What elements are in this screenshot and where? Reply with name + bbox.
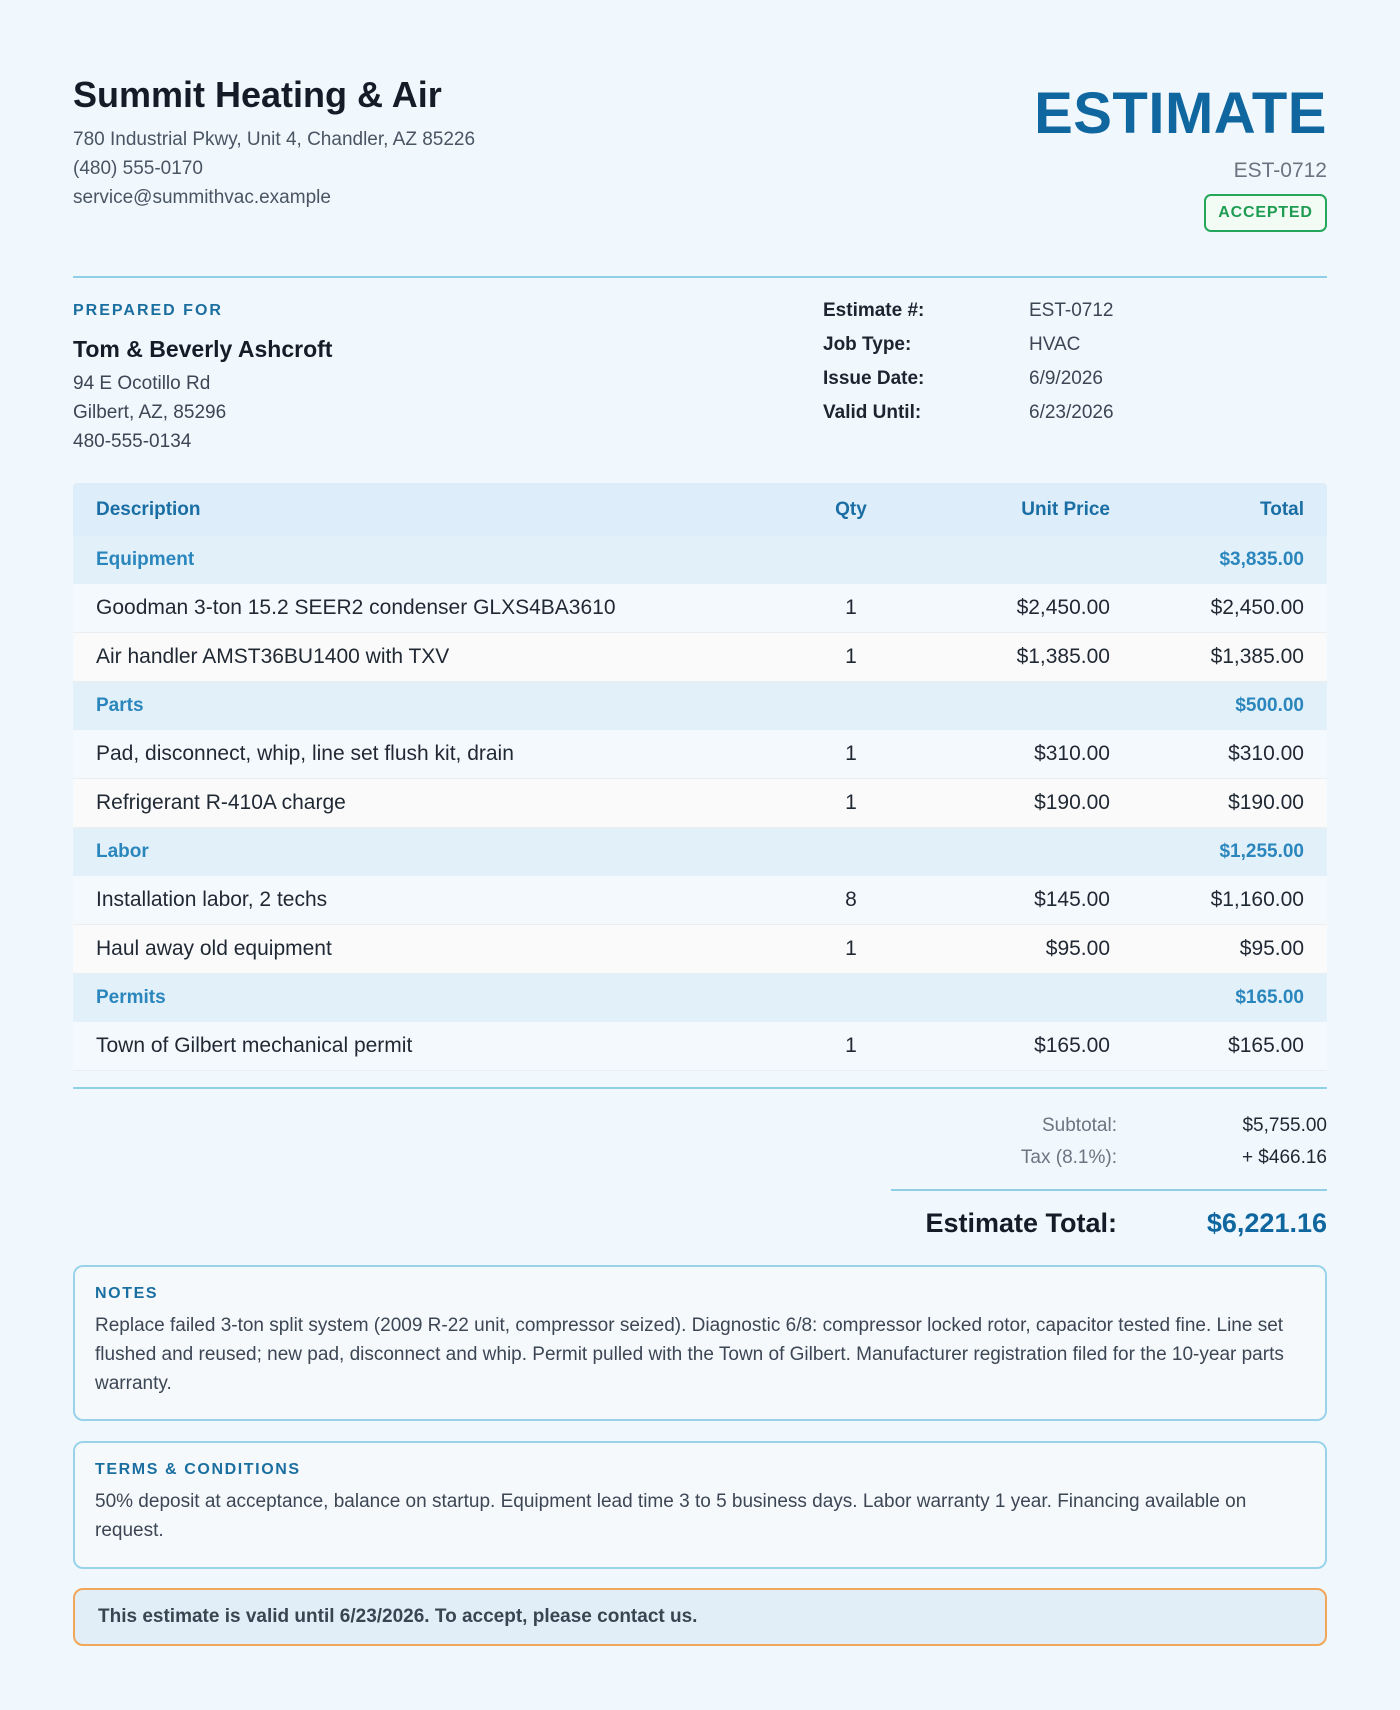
notes-label: NOTES — [95, 1285, 159, 1302]
item-qty: 1 — [845, 596, 857, 619]
notes-box — [73, 1265, 1327, 1421]
item-total: $190.00 — [1228, 791, 1304, 814]
company-address: 780 Industrial Pkwy, Unit 4, Chandler, AZ 85226 — [73, 129, 476, 150]
notes-text: Replace failed 3-ton split system (2009 R-22 unit, compressor seized). Diagnostic 6/8: compressor locked rotor, capacitor tested fine. Line set flushed and reused; new pad, disconnect and whip. Permit pulled with the Town of Gilbert. Manufacturer registration filed for the 10-year parts warranty. — [95, 1315, 1284, 1394]
meta-row-estimate-number — [823, 300, 1223, 334]
item-total: $95.00 — [1239, 937, 1304, 960]
item-qty: 1 — [845, 742, 857, 765]
meta-row-valid-until — [823, 402, 1223, 436]
document-header — [73, 0, 1327, 278]
subtotal-label: Subtotal: — [1042, 1115, 1117, 1136]
tax-value: + $466.16 — [1241, 1147, 1327, 1168]
header-total: Total — [1260, 498, 1304, 520]
table-row — [73, 633, 1327, 682]
terms-box — [73, 1441, 1327, 1569]
item-unit-price: $310.00 — [1034, 742, 1110, 765]
group-total: $1,255.00 — [1219, 841, 1304, 862]
item-unit-price: $2,450.00 — [1016, 596, 1110, 619]
item-description: Pad, disconnect, whip, line set flush kit, drain — [96, 742, 514, 765]
company-name: Summit Heating & Air — [73, 74, 442, 115]
table-row — [73, 925, 1327, 974]
header-description: Description — [96, 498, 201, 520]
document-number: EST-0712 — [1233, 159, 1327, 182]
meta-row-issue-date — [823, 368, 1223, 402]
status-badge: ACCEPTED — [1204, 194, 1327, 232]
item-qty: 1 — [845, 645, 857, 668]
client-street: 94 E Ocotillo Rd — [73, 373, 211, 394]
item-description: Goodman 3-ton 15.2 SEER2 condenser GLXS4BA3610 — [96, 596, 616, 619]
table-row — [73, 876, 1327, 925]
group-row-parts — [73, 682, 1327, 730]
item-unit-price: $145.00 — [1034, 888, 1110, 911]
validity-notice: This estimate is valid until 6/23/2026. To accept, please contact us. — [73, 1588, 1327, 1646]
totals-section — [73, 1089, 1327, 1265]
table-row — [73, 584, 1327, 633]
document-title: ESTIMATE — [1034, 81, 1327, 146]
table-row — [73, 779, 1327, 828]
header-unit-price: Unit Price — [1021, 498, 1110, 520]
group-total: $3,835.00 — [1219, 549, 1304, 570]
estimate-meta — [823, 300, 1223, 436]
item-qty: 1 — [845, 937, 857, 960]
item-qty: 8 — [845, 888, 857, 911]
terms-label: TERMS & CONDITIONS — [95, 1461, 301, 1478]
meta-label: Valid Until: — [823, 402, 922, 423]
client-info-section — [73, 278, 1327, 483]
item-unit-price: $95.00 — [1045, 937, 1110, 960]
meta-value: EST-0712 — [1029, 300, 1114, 321]
terms-text: 50% deposit at acceptance, balance on startup. Equipment lead time 3 to 5 business days. Labor warranty 1 year. Financing available on request. — [95, 1491, 1247, 1541]
company-email: service@summithvac.example — [73, 187, 331, 208]
meta-row-job-type — [823, 334, 1223, 368]
item-description: Town of Gilbert mechanical permit — [96, 1034, 413, 1057]
item-description: Haul away old equipment — [96, 937, 332, 960]
line-items-table — [73, 483, 1327, 1089]
tax-label: Tax (8.1%): — [1020, 1147, 1117, 1168]
header-qty: Qty — [835, 498, 867, 520]
table-row — [73, 1022, 1327, 1071]
meta-label: Job Type: — [823, 334, 912, 355]
group-row-permits — [73, 974, 1327, 1022]
group-row-labor — [73, 828, 1327, 876]
totals-divider — [891, 1189, 1327, 1191]
group-name: Labor — [96, 841, 149, 862]
item-total: $1,160.00 — [1210, 888, 1304, 911]
meta-label: Estimate #: — [823, 300, 925, 321]
group-name: Parts — [96, 695, 144, 716]
item-qty: 1 — [845, 791, 857, 814]
meta-label: Issue Date: — [823, 368, 925, 389]
item-unit-price: $1,385.00 — [1016, 645, 1110, 668]
prepared-for-label: PREPARED FOR — [73, 302, 223, 319]
client-phone: 480-555-0134 — [73, 431, 192, 452]
grand-total-label: Estimate Total: — [925, 1208, 1117, 1238]
meta-value: HVAC — [1029, 334, 1081, 355]
item-total: $1,385.00 — [1210, 645, 1304, 668]
group-total: $165.00 — [1235, 987, 1304, 1008]
subtotal-value: $5,755.00 — [1242, 1115, 1327, 1136]
item-unit-price: $165.00 — [1034, 1034, 1110, 1057]
grand-total-value: $6,221.16 — [1206, 1208, 1327, 1238]
group-total: $500.00 — [1235, 695, 1304, 716]
table-row — [73, 730, 1327, 779]
item-description: Air handler AMST36BU1400 with TXV — [96, 645, 450, 668]
company-phone: (480) 555-0170 — [73, 158, 203, 179]
item-qty: 1 — [845, 1034, 857, 1057]
meta-value: 6/9/2026 — [1029, 368, 1103, 389]
client-city: Gilbert, AZ, 85296 — [73, 402, 227, 423]
client-name: Tom & Beverly Ashcroft — [73, 336, 333, 362]
item-description: Installation labor, 2 techs — [96, 888, 328, 911]
item-total: $310.00 — [1228, 742, 1304, 765]
item-total: $2,450.00 — [1210, 596, 1304, 619]
item-total: $165.00 — [1228, 1034, 1304, 1057]
group-row-equipment — [73, 536, 1327, 584]
meta-value: 6/23/2026 — [1029, 402, 1114, 423]
group-name: Equipment — [96, 549, 195, 570]
item-description: Refrigerant R-410A charge — [96, 791, 346, 814]
group-name: Permits — [96, 987, 166, 1008]
table-header-row — [73, 483, 1327, 536]
item-unit-price: $190.00 — [1034, 791, 1110, 814]
